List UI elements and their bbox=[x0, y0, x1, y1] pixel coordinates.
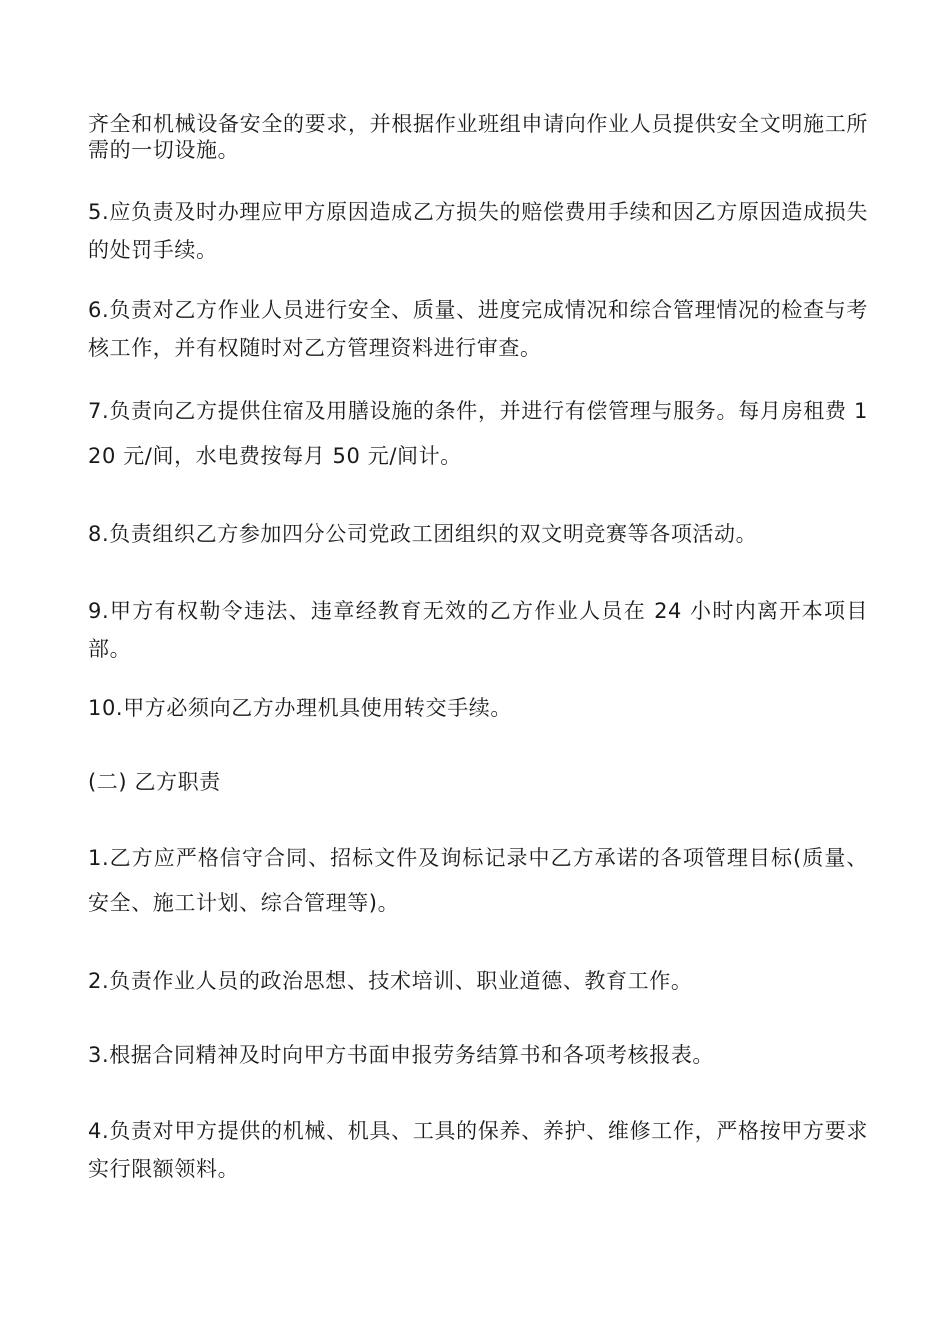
paragraph-b-item-4: 4.负责对甲方提供的机械、机具、工具的保养、养护、维修工作，严格按甲方要求实行限额领料。 bbox=[88, 1119, 868, 1181]
paragraph-item-9: 9.甲方有权勒令违法、违章经教育无效的乙方作业人员在 24 小时内离开本项目部。 bbox=[88, 599, 868, 661]
paragraph-b-item-2: 2.负责作业人员的政治思想、技术培训、职业道德、教育工作。 bbox=[88, 969, 693, 993]
paragraph-b-item-3: 3.根据合同精神及时向甲方书面申报劳务结算书和各项考核报表。 bbox=[88, 1043, 715, 1067]
section-heading-party-b: (二) 乙方职责 bbox=[88, 770, 221, 794]
paragraph-item-6: 6.负责对乙方作业人员进行安全、质量、进度完成情况和综合管理情况的检查与考核工作，并有权随时对乙方管理资料进行审查。 bbox=[88, 298, 868, 360]
paragraph-b-item-1: 1.乙方应严格信守合同、招标文件及询标记录中乙方承诺的各项管理目标(质量、安全、施工计划、综合管理等)。 bbox=[88, 846, 868, 915]
paragraph-item-7: 7.负责向乙方提供住宿及用膳设施的条件，并进行有偿管理与服务。每月房租费 120 元/间，水电费按每月 50 元/间计。 bbox=[88, 399, 868, 468]
paragraph-continuation: 齐全和机械设备安全的要求，并根据作业班组申请向作业人员提供安全文明施工所需的一切设施。 bbox=[88, 112, 868, 162]
paragraph-item-5: 5.应负责及时办理应甲方原因造成乙方损失的赔偿费用手续和因乙方原因造成损失的处罚手续。 bbox=[88, 200, 868, 262]
paragraph-item-8: 8.负责组织乙方参加四分公司党政工团组织的双文明竞赛等各项活动。 bbox=[88, 522, 758, 546]
paragraph-item-10: 10.甲方必须向乙方办理机具使用转交手续。 bbox=[88, 696, 512, 720]
